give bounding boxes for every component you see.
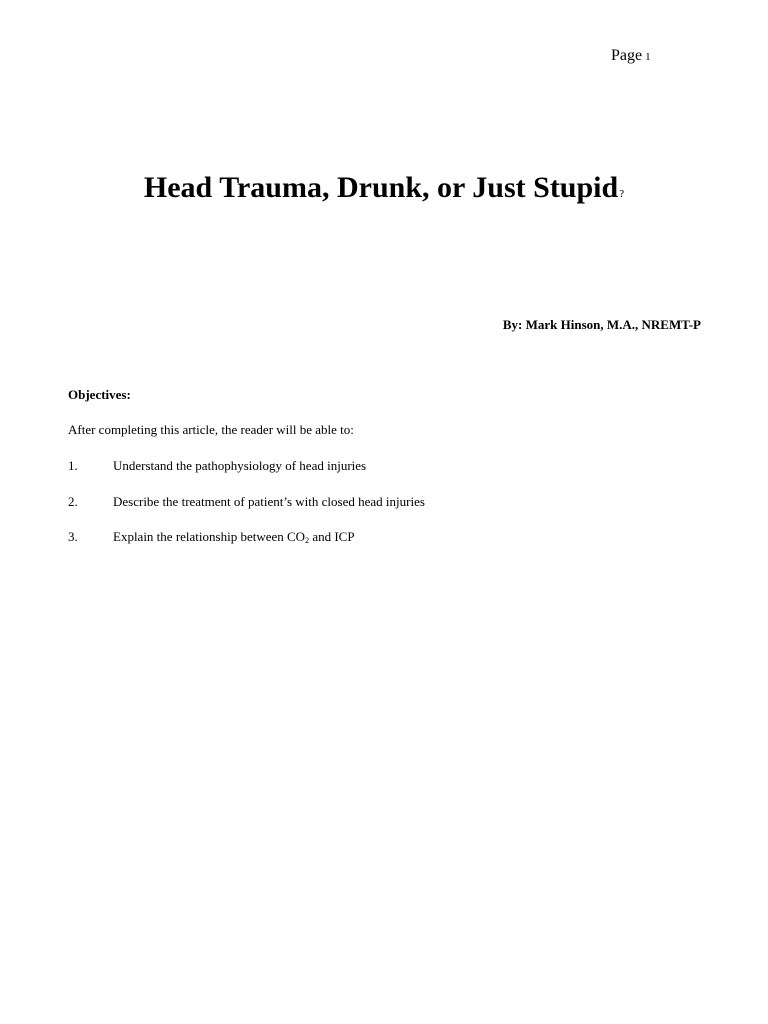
objective-item [68,528,425,546]
objective-text-after: and ICP [309,529,355,544]
objectives-list [68,457,425,564]
objective-text-before: Explain the relationship between CO [113,529,306,544]
page-number-value: 1 [645,51,651,63]
title-question-mark: ? [619,188,625,200]
objective-item [68,493,425,511]
objective-number: 3. [68,529,78,544]
title-main: Head Trauma, Drunk, or Just Stupid [143,171,619,204]
document-title [0,170,768,212]
objective-text [113,528,355,546]
objective-item [68,457,425,475]
subscript-two: 2 [305,536,310,545]
objectives-intro: After completing this article, the reader will be able to: [68,422,354,437]
objective-number: 2. [68,493,78,509]
page-number-header [611,46,651,67]
objective-number: 1. [68,458,78,473]
objectives-heading: Objectives: [68,387,131,402]
objective-text: Describe the treatment of patient’s with closed head injuries [113,493,425,509]
page-label: Page [611,47,643,64]
objective-text: Understand the pathophysiology of head injuries [113,458,367,473]
author-byline: By: Mark Hinson, M.A., NREMT-P [502,317,701,332]
